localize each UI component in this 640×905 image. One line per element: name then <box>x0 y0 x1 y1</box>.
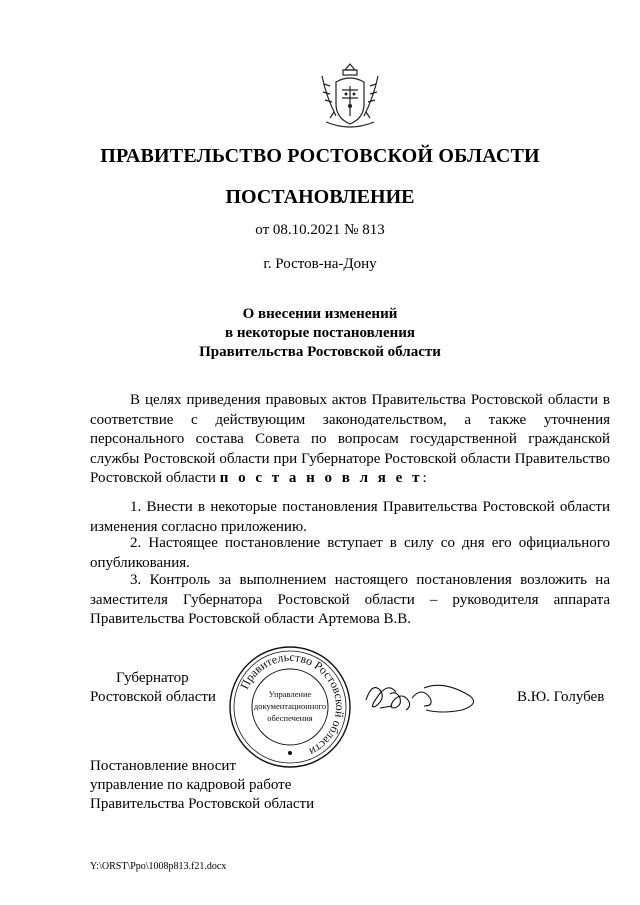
preamble-colon: : <box>422 470 427 486</box>
document-type: ПОСТАНОВЛЕНИЕ <box>225 186 415 208</box>
item-2: 2. Настоящее постановление вступает в силу со дня его официального опубликования. <box>90 535 610 571</box>
signatory-position-line-2: Ростовской области <box>90 689 216 705</box>
item-3: 3. Контроль за выполнением настоящего постановления возложить на заместителя Губернатора Ростовской области – руководителя аппарата Правительства Ростовской области Артемова В.В. <box>90 572 610 627</box>
seal-center-line-1: Управление <box>268 689 312 699</box>
item-1: 1. Внести в некоторые постановления Правительства Ростовской области изменения согласно приложению. <box>90 499 610 535</box>
preamble-text: В целях приведения правовых актов Правительства Ростовской области в соответствие с действующим законодательством, а также уточнения персонального состава Совета по вопросам государственной гражданской службы Ростовской области при Губернаторе Ростовской области Правительство Ростовской области <box>90 392 610 486</box>
submitted-by-line-2: управление по кадровой работе <box>90 777 292 793</box>
seal-center-line-2: документационного <box>253 701 327 711</box>
seal-center-line-3: обеспечения <box>267 713 313 723</box>
official-seal <box>228 645 352 769</box>
resolves-word: п о с т а н о в л я е т <box>219 470 423 486</box>
date-number: от 08.10.2021 № 813 <box>255 222 385 238</box>
government-name: ПРАВИТЕЛЬСТВО РОСТОВСКОЙ ОБЛАСТИ <box>100 145 540 167</box>
preamble-paragraph <box>90 391 610 489</box>
handwritten-signature <box>360 670 490 720</box>
title-line-3: Правительства Ростовской области <box>199 344 441 360</box>
coat-of-arms-emblem <box>316 60 384 132</box>
title-line-1: О внесении изменений <box>242 306 398 322</box>
city: г. Ростов-на-Дону <box>263 256 377 272</box>
seal-ring-text: Правительство Ростовской области <box>237 649 348 760</box>
signatory-position-line-1: Губернатор <box>116 670 189 686</box>
submitted-by-line-1: Постановление вносит <box>90 758 237 774</box>
title-line-2: в некоторые постановления <box>224 325 416 341</box>
file-path: Y:\ORST\Ppo\1008p813.f21.docx <box>90 861 227 872</box>
signatory-name: В.Ю. Голубев <box>517 689 605 705</box>
submitted-by-line-3: Правительства Ростовской области <box>90 796 315 812</box>
